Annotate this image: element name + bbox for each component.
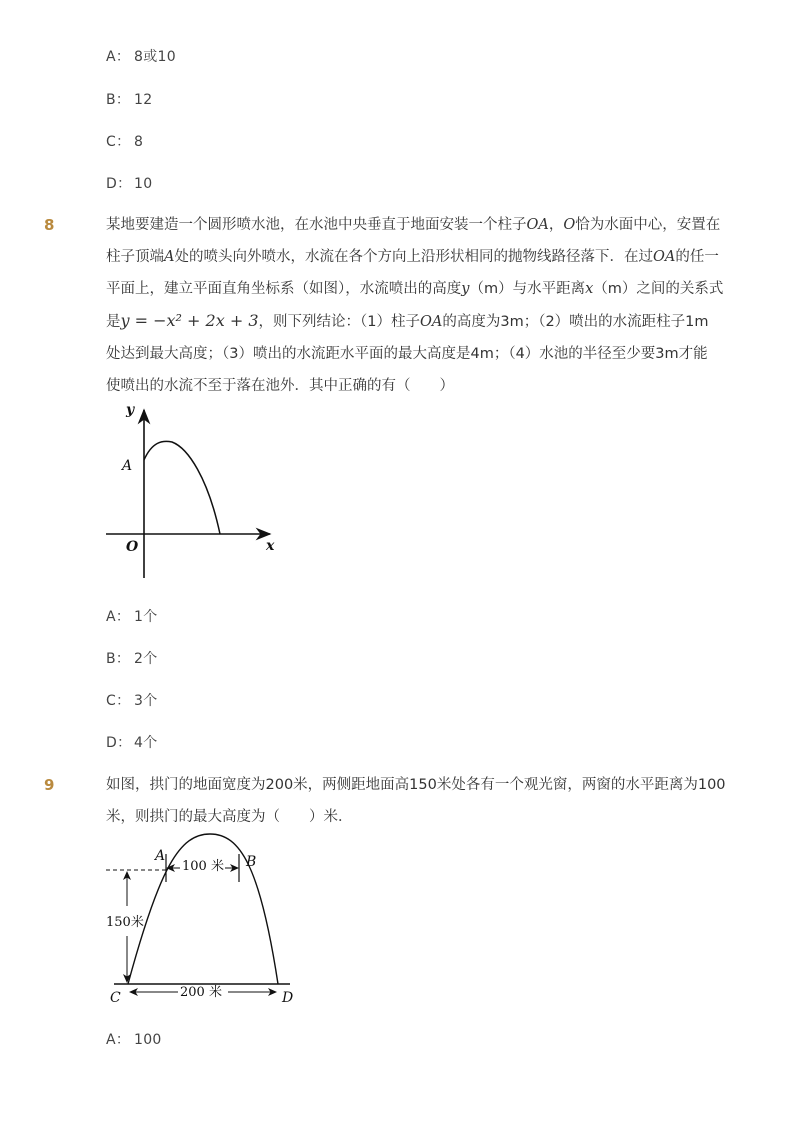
q8-parabola-curve (144, 441, 220, 534)
q9-d-label: D (282, 990, 294, 1006)
q8-line-3: 平面上，建立平面直角坐标系（如图），水流喷出的高度y（m）与水平距离x（m）之间的关系式 (106, 281, 724, 297)
q9-bottom-dim-label: 200 米 (180, 985, 222, 1000)
q8-a-label: A (122, 458, 133, 474)
q8-line-4: 是y = −x² + 2x + 3，则下列结论：（1）柱子OA的高度为3m；（2）喷出的水流距柱子1m (106, 311, 709, 330)
q9-side-dim-label: 150米 (106, 915, 144, 930)
question-9-text (106, 769, 736, 833)
q8-option-d[interactable]: D： 4个 (106, 735, 158, 751)
q8-x-label: x (266, 538, 275, 554)
q8-option-c[interactable]: C： 3个 (106, 693, 158, 709)
q8-option-b[interactable]: B： 2个 (106, 651, 158, 667)
q8-o-label: O (126, 539, 139, 555)
q9-line-2: 米，则拱门的最大高度为（ ）米． (106, 809, 353, 825)
q9-top-dim-label: 100 米 (182, 859, 224, 874)
question-8-number: 8 (44, 216, 55, 234)
prev-option-a[interactable]: A： 8或10 (106, 49, 176, 65)
q8-line-6: 使喷出的水流不至于落在池外．其中正确的有（ ） (106, 378, 454, 394)
question-9-number: 9 (44, 776, 55, 794)
q8-option-a[interactable]: A： 1个 (106, 609, 158, 625)
q9-a-label: A (155, 848, 166, 864)
quadratic-formula: y = −x² + 2x + 3 (120, 311, 259, 330)
q8-line-1: 某地要建造一个圆形喷水池，在水池中央垂直于地面安装一个柱子OA，O恰为水面中心，安置在 (106, 217, 721, 233)
q9-line-1: 如图，拱门的地面宽度为200米，两侧距地面高150米处各有一个观光窗，两窗的水平距离为100 (106, 777, 726, 793)
q8-line-5: 处达到最大高度；（3）喷出的水流距水平面的最大高度是4m；（4）水池的半径至少要3m才能 (106, 346, 708, 362)
q9-option-a[interactable]: A： 100 (106, 1032, 162, 1048)
q8-y-label: y (126, 402, 135, 418)
q9-c-label: C (110, 990, 121, 1006)
question-8-text (106, 209, 726, 402)
q8-line-2: 柱子顶端A处的喷头向外喷水，水流在各个方向上沿形状相同的抛物线路径落下．在过OA的任一 (106, 249, 719, 265)
prev-option-c[interactable]: C： 8 (106, 134, 144, 150)
q9-arch-figure (100, 826, 310, 1011)
q9-b-label: B (246, 854, 257, 870)
q8-parabola-figure (100, 398, 285, 583)
prev-option-b[interactable]: B： 12 (106, 92, 153, 108)
prev-option-d[interactable]: D： 10 (106, 176, 153, 192)
